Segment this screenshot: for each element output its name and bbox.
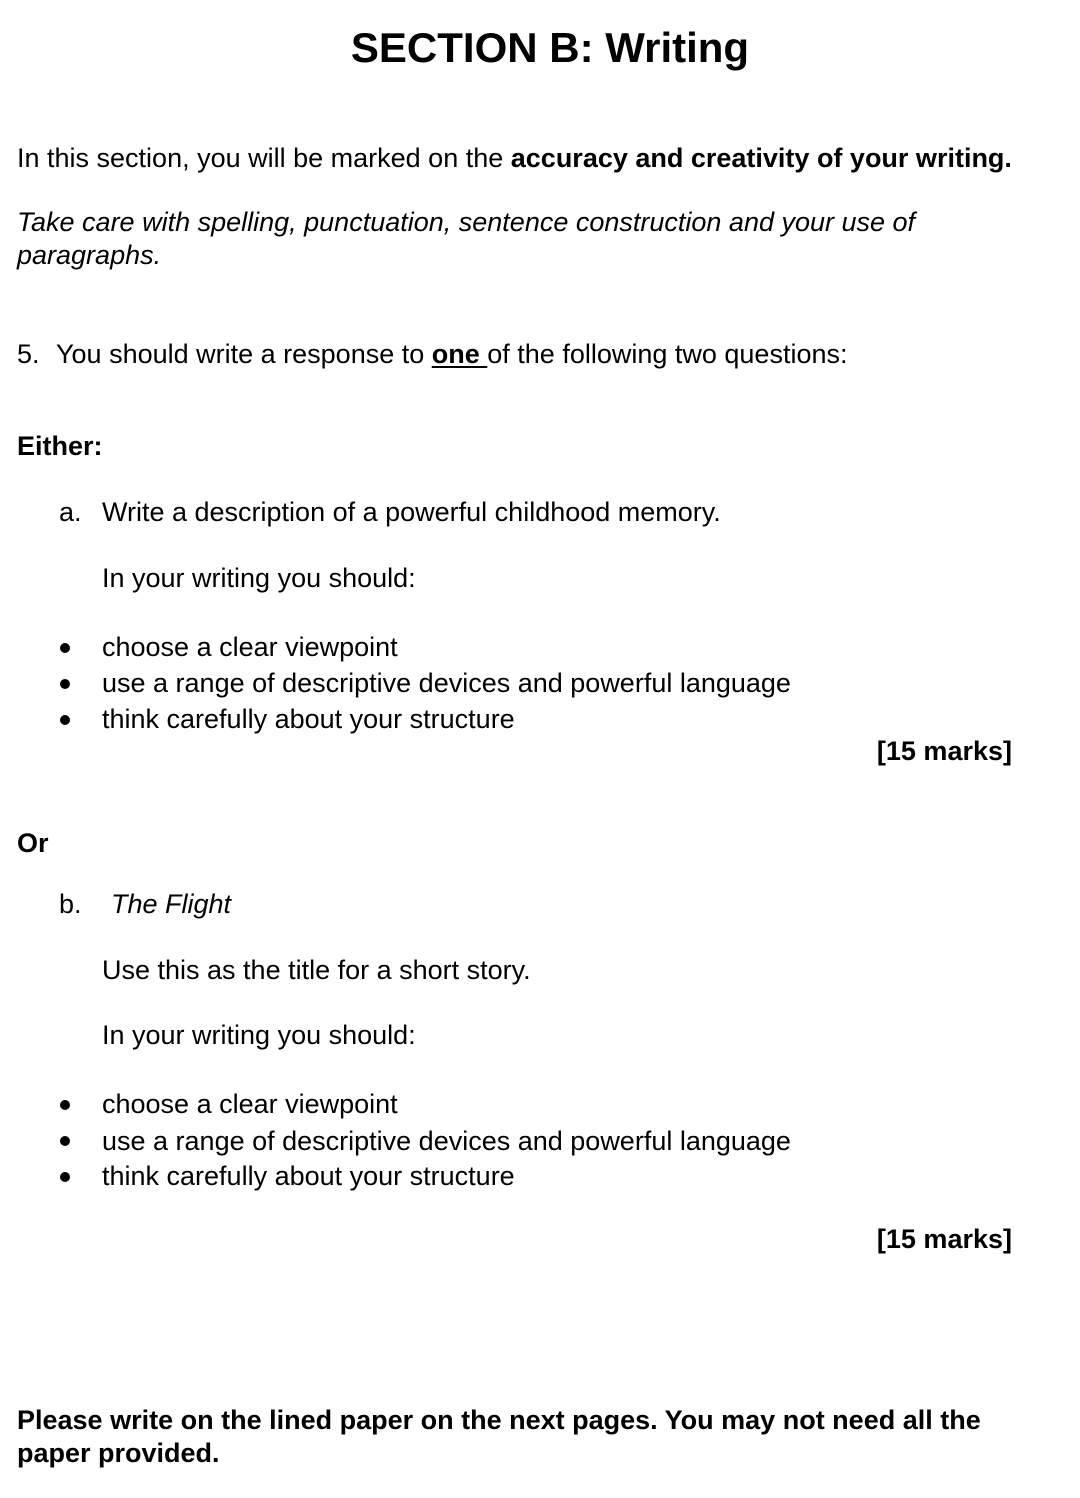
intro-prefix: In this section, you will be marked on the: [17, 143, 511, 173]
question-text: [56, 338, 847, 372]
question-number: 5.: [17, 339, 40, 369]
bullet-icon: [60, 643, 70, 653]
either-label: Either:: [17, 431, 103, 461]
footer-line-1: Please write on the lined paper on the next pages. You may not need all the: [17, 1405, 981, 1435]
intro-text: [17, 142, 1012, 176]
option-b-letter: b.: [59, 889, 82, 919]
option-a-prompt: Write a description of a powerful childhood memory.: [102, 497, 721, 527]
option-a-bullet-3: think carefully about your structure: [102, 704, 515, 734]
care-line-2: paragraphs.: [17, 240, 162, 270]
option-a-bullet-1: choose a clear viewpoint: [102, 632, 398, 662]
bullet-icon: [60, 679, 70, 689]
bullet-icon: [60, 1100, 70, 1110]
option-b-bullet-1: choose a clear viewpoint: [102, 1089, 398, 1119]
footer-line-2: paper provided.: [17, 1438, 220, 1468]
option-a-bullet-2: use a range of descriptive devices and powerful language: [102, 668, 791, 698]
question-emphasis: one: [431, 339, 488, 369]
section-title: SECTION B: Writing: [350, 24, 750, 71]
option-b-prompt: Use this as the title for a short story.: [102, 955, 531, 985]
bullet-icon: [60, 1172, 70, 1182]
intro-emphasis: accuracy and creativity of your writing.: [510, 143, 1012, 173]
option-b-title: The Flight: [111, 889, 232, 919]
option-a-letter: a.: [59, 497, 82, 527]
bullet-icon: [60, 1136, 70, 1146]
care-line-1: Take care with spelling, punctuation, sentence construction and your use of: [17, 207, 916, 237]
option-a-instruction: In your writing you should:: [102, 563, 416, 593]
option-a-marks: [15 marks]: [876, 736, 1012, 766]
option-b-bullet-3: think carefully about your structure: [102, 1161, 515, 1191]
question-suffix: of the following two questions:: [487, 339, 848, 369]
option-b-instruction: In your writing you should:: [102, 1020, 416, 1050]
question-prefix: You should write a response to: [56, 339, 432, 369]
option-b-bullet-2: use a range of descriptive devices and powerful language: [102, 1126, 791, 1156]
option-b-marks: [15 marks]: [876, 1224, 1012, 1254]
or-label: Or: [17, 828, 49, 858]
bullet-icon: [60, 715, 70, 725]
